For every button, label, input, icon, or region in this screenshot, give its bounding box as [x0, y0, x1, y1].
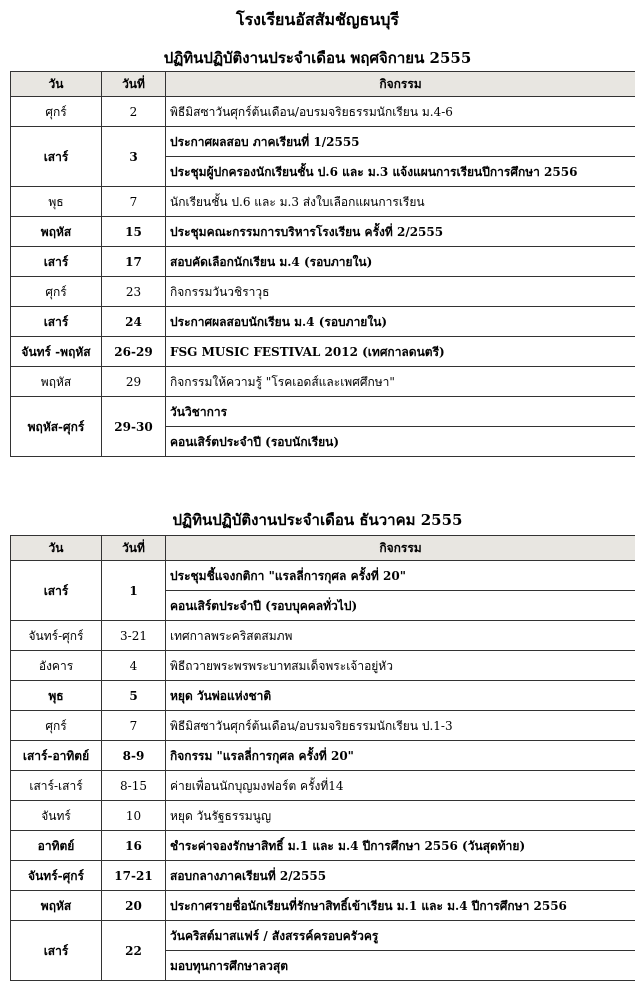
- activity-cell: นักเรียนชั้น ป.6 และ ม.3 ส่งใบเลือกแผนการเรียน: [166, 187, 635, 217]
- date-cell: 29: [102, 367, 166, 397]
- date-cell: 2: [102, 97, 166, 127]
- table-row: [11, 711, 635, 741]
- day-cell: จันทร์-ศุกร์: [11, 861, 102, 891]
- date-cell: 8-9: [102, 741, 166, 771]
- december-calendar-title: ปฏิทินปฏิบัติงานประจำเดือน ธันวาคม 2555: [172, 511, 463, 529]
- day-cell: ศุกร์: [11, 97, 102, 127]
- date-cell: 3-21: [102, 621, 166, 651]
- table-row: [11, 831, 635, 861]
- header-activity: กิจกรรม: [166, 536, 635, 561]
- table-row: [11, 801, 635, 831]
- date-cell: 20: [102, 891, 166, 921]
- activity-cell: หยุด วันพ่อแห่งชาติ: [166, 681, 635, 711]
- header-date: วันที่: [102, 536, 166, 561]
- table-row: [11, 187, 635, 217]
- table-row: [11, 741, 635, 771]
- day-cell: เสาร์: [11, 561, 102, 621]
- activity-cell: ประชุมชี้แจงกติกา "แรลลี่การกุศล ครั้งที่ 20": [166, 561, 635, 591]
- table-row: [11, 561, 635, 591]
- activity-cell: ประกาศรายชื่อนักเรียนที่รักษาสิทธิ์เข้าเรียน ม.1 และ ม.4 ปีการศึกษา 2556: [166, 891, 635, 921]
- day-cell: จันทร์: [11, 801, 102, 831]
- day-cell: พฤหัส: [11, 217, 102, 247]
- date-cell: 3: [102, 127, 166, 187]
- activity-cell: ประกาศผลสอบ ภาคเรียนที่ 1/2555: [166, 127, 635, 157]
- table-row: [11, 861, 635, 891]
- date-cell: 24: [102, 307, 166, 337]
- day-cell: เสาร์: [11, 307, 102, 337]
- table-row: [11, 307, 635, 337]
- table-row: [11, 771, 635, 801]
- header-day: วัน: [11, 72, 102, 97]
- activity-cell: เทศกาลพระคริสตสมภพ: [166, 621, 635, 651]
- date-cell: 29-30: [102, 397, 166, 457]
- day-cell: จันทร์-ศุกร์: [11, 621, 102, 651]
- day-cell: พุธ: [11, 681, 102, 711]
- november-calendar-table: [10, 71, 635, 457]
- activity-cell: สอบกลางภาคเรียนที่ 2/2555: [166, 861, 635, 891]
- day-cell: ศุกร์: [11, 711, 102, 741]
- activity-cell: กิจกรรมวันวชิราวุธ: [166, 277, 635, 307]
- table-row: [11, 337, 635, 367]
- activity-cell: ประกาศผลสอบนักเรียน ม.4 (รอบภายใน): [166, 307, 635, 337]
- activity-cell: พิธีมิสซาวันศุกร์ต้นเดือน/อบรมจริยธรรมนักเรียน ม.4-6: [166, 97, 635, 127]
- activity-cell: กิจกรรมให้ความรู้ "โรคเอดส์และเพศศึกษา": [166, 367, 635, 397]
- day-cell: อาทิตย์: [11, 831, 102, 861]
- activity-cell: ประชุมผู้ปกครองนักเรียนชั้น ป.6 และ ม.3 แจ้งแผนการเรียนปีการศึกษา 2556: [166, 157, 635, 187]
- date-cell: 1: [102, 561, 166, 621]
- date-cell: 26-29: [102, 337, 166, 367]
- date-cell: 17: [102, 247, 166, 277]
- table-row: [11, 127, 635, 157]
- activity-cell: สอบคัดเลือกนักเรียน ม.4 (รอบภายใน): [166, 247, 635, 277]
- header-date: วันที่: [102, 72, 166, 97]
- date-cell: 16: [102, 831, 166, 861]
- table-row: [11, 277, 635, 307]
- table-row: [11, 217, 635, 247]
- activity-cell: พิธีถวายพระพรพระบาทสมเด็จพระเจ้าอยู่หัว: [166, 651, 635, 681]
- table-header-row: [11, 536, 635, 561]
- date-cell: 15: [102, 217, 166, 247]
- december-calendar-body: [11, 561, 635, 981]
- date-cell: 4: [102, 651, 166, 681]
- activity-cell: คอนเสิร์ตประจำปี (รอบบุคคลทั่วไป): [166, 591, 635, 621]
- table-row: [11, 247, 635, 277]
- date-cell: 5: [102, 681, 166, 711]
- school-name: โรงเรียนอัสสัมชัญธนบุรี: [235, 10, 399, 29]
- day-cell: พฤหัส: [11, 367, 102, 397]
- date-cell: 23: [102, 277, 166, 307]
- table-row: [11, 397, 635, 427]
- date-cell: 17-21: [102, 861, 166, 891]
- header-day: วัน: [11, 536, 102, 561]
- activity-cell: ชำระค่าจองรักษาสิทธิ์ ม.1 และ ม.4 ปีการศึกษา 2556 (วันสุดท้าย): [166, 831, 635, 861]
- table-row: [11, 681, 635, 711]
- activity-cell: พิธีมิสซาวันศุกร์ต้นเดือน/อบรมจริยธรรมนักเรียน ป.1-3: [166, 711, 635, 741]
- date-cell: 7: [102, 711, 166, 741]
- date-cell: 22: [102, 921, 166, 981]
- header-activity: กิจกรรม: [166, 72, 635, 97]
- activity-cell: วันวิชาการ: [166, 397, 635, 427]
- activity-cell: ค่ายเพื่อนนักบุญมงฟอร์ต ครั้งที่14: [166, 771, 635, 801]
- table-header-row: [11, 72, 635, 97]
- activity-cell: FSG MUSIC FESTIVAL 2012 (เทศกาลดนตรี): [166, 337, 635, 367]
- day-cell: เสาร์: [11, 127, 102, 187]
- december-calendar-table: [10, 535, 635, 981]
- date-cell: 10: [102, 801, 166, 831]
- date-cell: 8-15: [102, 771, 166, 801]
- day-cell: พฤหัส-ศุกร์: [11, 397, 102, 457]
- activity-cell: มอบทุนการศึกษาลวสุต: [166, 951, 635, 981]
- activity-cell: กิจกรรม "แรลลี่การกุศล ครั้งที่ 20": [166, 741, 635, 771]
- day-cell: เสาร์: [11, 921, 102, 981]
- day-cell: พุธ: [11, 187, 102, 217]
- activity-cell: วันคริสต์มาสแฟร์ / สังสรรค์ครอบครัวครู: [166, 921, 635, 951]
- activity-cell: หยุด วันรัฐธรรมนูญ: [166, 801, 635, 831]
- date-cell: 7: [102, 187, 166, 217]
- day-cell: อังคาร: [11, 651, 102, 681]
- day-cell: เสาร์-อาทิตย์: [11, 741, 102, 771]
- day-cell: พฤหัส: [11, 891, 102, 921]
- november-calendar-title: ปฏิทินปฏิบัติงานประจำเดือน พฤศจิกายน 2555: [163, 49, 472, 67]
- activity-cell: ประชุมคณะกรรมการบริหารโรงเรียน ครั้งที่ 2/2555: [166, 217, 635, 247]
- activity-cell: คอนเสิร์ตประจำปี (รอบนักเรียน): [166, 427, 635, 457]
- day-cell: เสาร์-เสาร์: [11, 771, 102, 801]
- table-row: [11, 367, 635, 397]
- table-row: [11, 621, 635, 651]
- day-cell: จันทร์ -พฤหัส: [11, 337, 102, 367]
- november-calendar-body: [11, 97, 635, 457]
- table-row: [11, 921, 635, 951]
- table-row: [11, 97, 635, 127]
- table-row: [11, 651, 635, 681]
- day-cell: เสาร์: [11, 247, 102, 277]
- table-row: [11, 891, 635, 921]
- day-cell: ศุกร์: [11, 277, 102, 307]
